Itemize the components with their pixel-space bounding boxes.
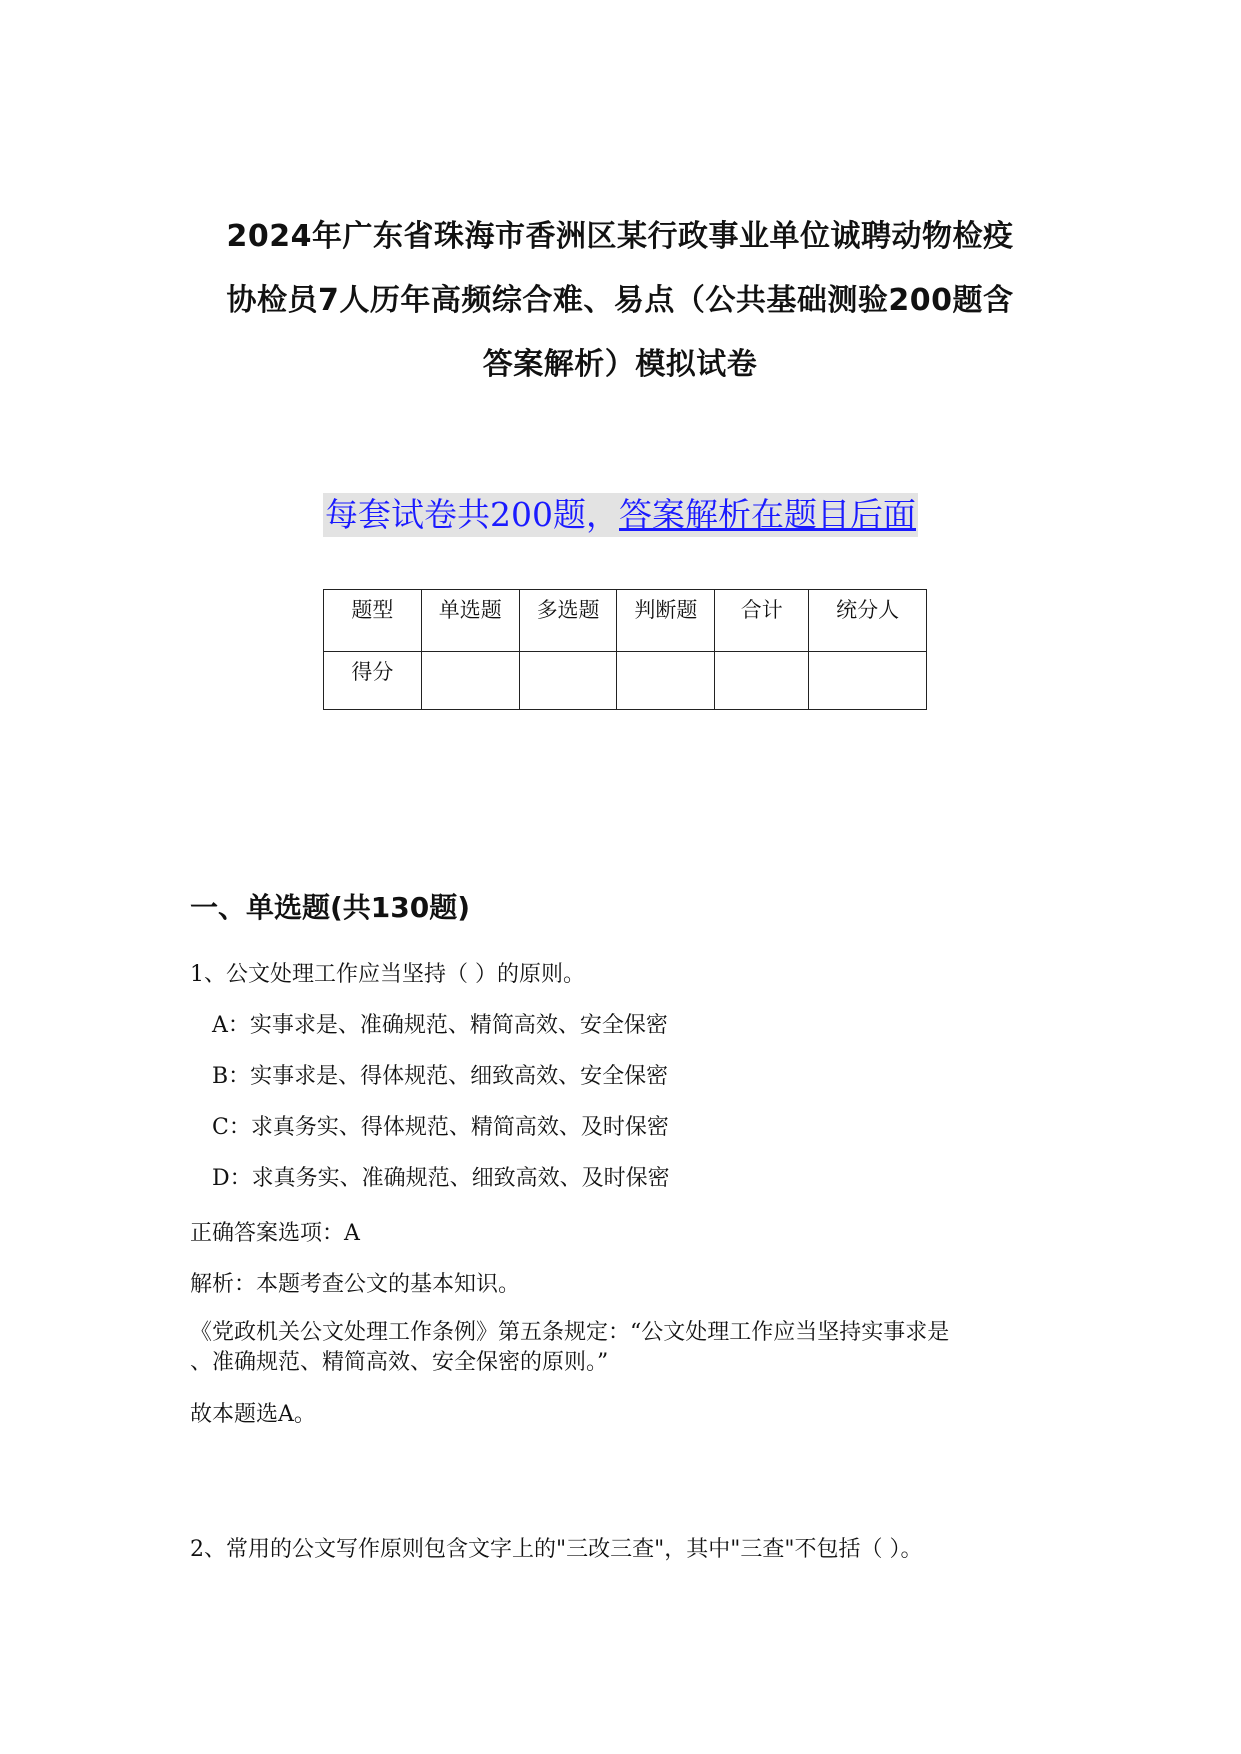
- question-1-conclusion: 故本题选A。: [190, 1402, 316, 1427]
- quote-line-2: 、准确规范、精简高效、安全保密的原则。”: [190, 1350, 609, 1375]
- score-cell: [617, 652, 715, 710]
- question-1-option-c: C：求真务实、得体规范、精简高效、及时保密: [212, 1115, 669, 1140]
- score-row-label: 得分: [324, 652, 422, 710]
- score-cell: [715, 652, 809, 710]
- question-1-quote: [190, 1318, 1070, 1378]
- title-line-3: 答案解析）模拟试卷: [482, 347, 758, 382]
- header-cell-total: 合计: [715, 590, 809, 652]
- score-table: [323, 589, 927, 710]
- banner-text: 每套试卷共200题，: [325, 495, 619, 534]
- header-cell-multiple: 多选题: [519, 590, 617, 652]
- question-1-option-a: A：实事求是、准确规范、精简高效、安全保密: [212, 1013, 668, 1038]
- banner-link[interactable]: 答案解析在题目后面: [619, 495, 916, 534]
- header-cell-type: 题型: [324, 590, 422, 652]
- question-1-option-b: B：实事求是、得体规范、细致高效、安全保密: [212, 1064, 669, 1089]
- score-cell: [809, 652, 927, 710]
- question-1-analysis: 解析：本题考查公文的基本知识。: [190, 1272, 521, 1297]
- question-1-stem: 1、公文处理工作应当坚持（ ）的原则。: [190, 962, 585, 987]
- score-table-score-row: [324, 652, 927, 710]
- section-heading: 一、单选题(共130题): [190, 891, 471, 924]
- quote-line-1: 《党政机关公文处理工作条例》第五条规定：“公文处理工作应当坚持实事求是: [190, 1320, 950, 1345]
- document-title: [190, 205, 1050, 397]
- question-1-option-d: D：求真务实、准确规范、细致高效、及时保密: [212, 1166, 670, 1191]
- title-line-2: 协检员7人历年高频综合难、易点（公共基础测验200题含: [226, 283, 1014, 318]
- score-table-header-row: [324, 590, 927, 652]
- exam-banner: [323, 493, 918, 537]
- question-2-stem: 2、常用的公文写作原则包含文字上的"三改三查"，其中"三查"不包括（ ）。: [190, 1537, 923, 1562]
- title-line-1: 2024年广东省珠海市香洲区某行政事业单位诚聘动物检疫: [226, 219, 1014, 254]
- score-cell: [519, 652, 617, 710]
- header-cell-single: 单选题: [421, 590, 519, 652]
- question-1-answer: 正确答案选项：A: [190, 1221, 360, 1246]
- score-cell: [421, 652, 519, 710]
- header-cell-scorer: 统分人: [809, 590, 927, 652]
- header-cell-judgement: 判断题: [617, 590, 715, 652]
